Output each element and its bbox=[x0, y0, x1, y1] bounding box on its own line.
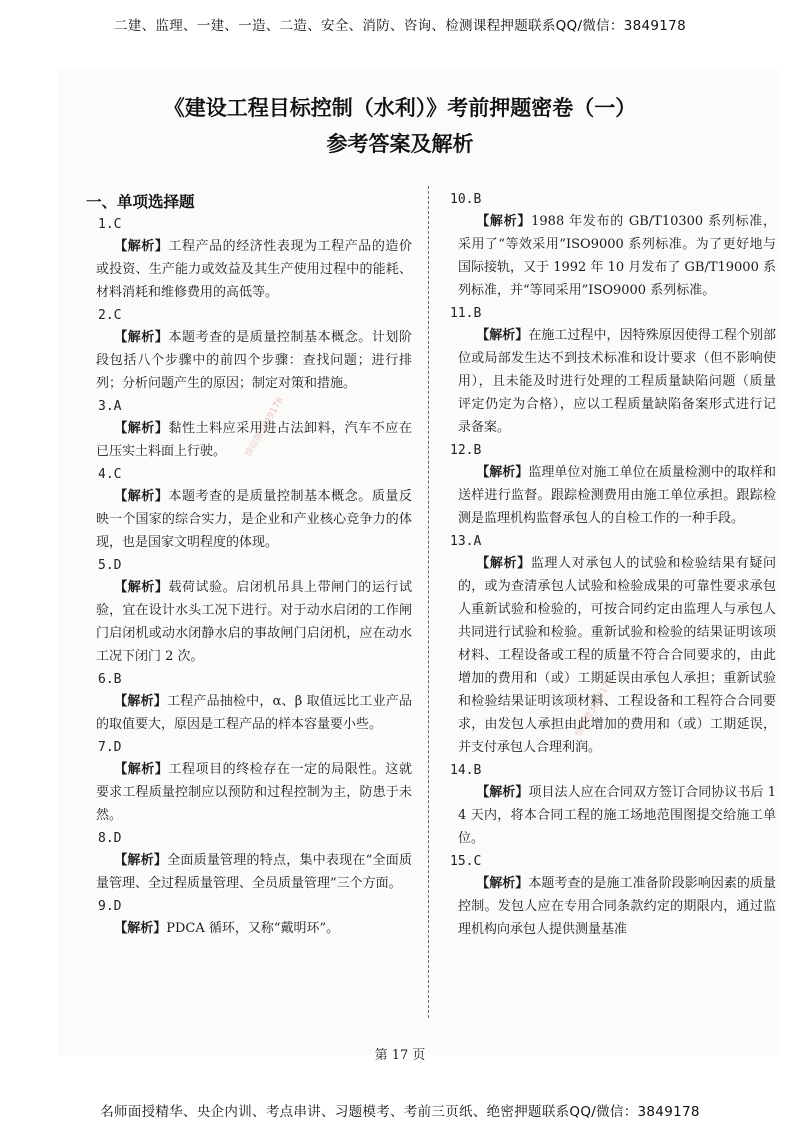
explanation-tag: 【解析】 bbox=[114, 489, 169, 504]
answer-explanation bbox=[450, 324, 776, 439]
explanation-tag: 【解析】 bbox=[476, 785, 529, 800]
explanation-tag: 【解析】 bbox=[114, 853, 168, 868]
page-number: 第 17 页 bbox=[374, 1048, 426, 1063]
answer-explanation bbox=[450, 461, 776, 530]
answer-explanation bbox=[86, 576, 412, 668]
answer-list-left bbox=[86, 215, 412, 940]
answer-explanation bbox=[450, 552, 776, 759]
explanation-tag: 【解析】 bbox=[114, 921, 167, 936]
answer-explanation bbox=[450, 210, 776, 302]
answer-number: 11.B bbox=[450, 306, 482, 321]
explanation-text: 在施工过程中，因特殊原因使得工程个别部位或局部发生达不到技术标准和设计要求（但不影响使用），且未能及时进行处理的工程质量缺陷问题（质量评定仍定为合格），应以工程质量缺陷备案形式进行记录备案。 bbox=[458, 328, 776, 435]
watermark-right: 情信微3849178 bbox=[573, 675, 616, 739]
explanation-text: 项目法人应在合同双方签订合同协议书后 14 天内，将本合同工程的施工场地范围图提交给施工单位。 bbox=[458, 785, 776, 846]
answer-number: 15.C bbox=[450, 854, 482, 869]
section-title: 一、单项选择题 bbox=[86, 193, 195, 211]
explanation-text: 监理人对承包人的试验和检验结果有疑问的，或为查清承包人试验和检验成果的可靠性要求承包人重新试验和检验的，可按合同约定由监理人与承包人共同进行试验和检验。重新试验和检验的结果证明该项材料、工程设备或工程的质量不符合合同要求的，由此增加的费用和（或）工期延误由承包人承担；重新试验和检验结果证明该项材料、工程设备和工程符合合同要求，由发包人承担由此增加的费用和（或）工期延误，并支付承包人合理利润。 bbox=[458, 556, 776, 755]
answer-explanation bbox=[86, 485, 412, 554]
answer-number: 6.B bbox=[98, 672, 122, 687]
answer-number: 3.A bbox=[98, 399, 122, 414]
explanation-text: 工程产品抽检中，α、β 取值远比工业产品的取值要大，原因是工程产品的样本容量要小些。 bbox=[96, 694, 412, 732]
left-column bbox=[86, 190, 412, 942]
explanation-text: PDCA 循环，又称“戴明环”。 bbox=[166, 921, 340, 936]
answer-explanation bbox=[86, 326, 412, 395]
explanation-text: 载荷试验。启闭机吊具上带闸门的运行试验，宜在设计水头工况下进行。对于动水启闭的工作闸门启闭机或动水闭静水启的事故闸门启闭机，应在动水工况下闭门 2 次。 bbox=[96, 580, 412, 664]
explanation-tag: 【解析】 bbox=[114, 694, 167, 709]
answer-number: 5.D bbox=[98, 558, 122, 573]
answer-explanation bbox=[86, 690, 412, 736]
explanation-tag: 【解析】 bbox=[476, 876, 529, 891]
answer-number: 12.B bbox=[450, 443, 482, 458]
answer-number: 13.A bbox=[450, 534, 482, 549]
answer-number: 14.B bbox=[450, 763, 482, 778]
answer-number: 4.C bbox=[98, 467, 122, 482]
answer-number: 10.B bbox=[450, 192, 482, 207]
answer-explanation bbox=[86, 849, 412, 895]
explanation-tag: 【解析】 bbox=[114, 421, 169, 436]
answer-list-right bbox=[450, 190, 776, 941]
answer-number: 7.D bbox=[98, 740, 122, 755]
answer-explanation bbox=[86, 235, 412, 304]
explanation-tag: 【解析】 bbox=[114, 580, 169, 595]
explanation-tag: 【解析】 bbox=[114, 239, 169, 254]
explanation-tag: 【解析】 bbox=[114, 762, 169, 777]
page-title: 《建设工程目标控制（水利）》考前押题密卷（一） bbox=[163, 96, 637, 120]
explanation-tag: 【解析】 bbox=[476, 465, 529, 480]
page-subtitle: 参考答案及解析 bbox=[326, 132, 474, 156]
explanation-text: 1988 年发布的 GB/T10300 系列标准，采用了“等效采用”ISO9000 系列标准。为了更好地与国际接轨，又于 1992 年 10 月发布了 GB/T19000 系列标准，并“等同采用”ISO9000 系列标准。 bbox=[458, 214, 776, 298]
answer-explanation bbox=[450, 872, 776, 941]
answer-number: 2.C bbox=[98, 308, 122, 323]
footer-contact-line: 名师面授精华、央企内训、考点串讲、习题模考、考前三页纸、绝密押题联系QQ/微信：3849178 bbox=[100, 1104, 700, 1120]
explanation-tag: 【解析】 bbox=[476, 328, 529, 343]
watermark-left: 情信微3849178 bbox=[243, 395, 286, 459]
explanation-text: 全面质量管理的特点，集中表现在“全面质量管理、全过程质量管理、全员质量管理”三个方面。 bbox=[96, 853, 412, 891]
explanation-tag: 【解析】 bbox=[476, 214, 532, 229]
explanation-text: 本题考查的是质量控制基本概念。质量反映一个国家的综合实力，是企业和产业核心竞争力的体现，也是国家文明程度的体现。 bbox=[96, 489, 412, 550]
column-divider bbox=[428, 186, 430, 1018]
explanation-text: 本题考查的是质量控制基本概念。计划阶段包括八个步骤中的前四个步骤：查找问题；进行排列；分析问题产生的原因；制定对策和措施。 bbox=[96, 330, 412, 391]
explanation-text: 工程项目的终检存在一定的局限性。这就要求工程质量控制应以预防和过程控制为主，防患于未然。 bbox=[96, 762, 412, 823]
answer-explanation bbox=[86, 417, 412, 463]
explanation-text: 工程产品的经济性表现为工程产品的造价或投资、生产能力或效益及其生产使用过程中的能耗、材料消耗和维修费用的高低等。 bbox=[96, 239, 412, 300]
explanation-text: 本题考查的是施工准备阶段影响因素的质量控制。发包人应在专用合同条款约定的期限内，通过监理机构向承包人提供测量基准 bbox=[458, 876, 776, 937]
answer-number: 8.D bbox=[98, 831, 122, 846]
answer-explanation bbox=[86, 758, 412, 827]
explanation-text: 黏性土料应采用进占法卸料，汽车不应在已压实土料面上行驶。 bbox=[96, 421, 412, 459]
header-contact-line: 二建、监理、一建、一造、二造、安全、消防、咨询、检测课程押题联系QQ/微信：3849178 bbox=[114, 18, 686, 34]
answer-explanation bbox=[86, 917, 412, 940]
explanation-tag: 【解析】 bbox=[476, 556, 531, 571]
answer-number: 1.C bbox=[98, 217, 122, 232]
explanation-tag: 【解析】 bbox=[114, 330, 169, 345]
answer-number: 9.D bbox=[98, 899, 122, 914]
answer-explanation bbox=[450, 781, 776, 850]
explanation-text: 监理单位对施工单位在质量检测中的取样和送样进行监督。跟踪检测费用由施工单位承担。跟踪检测是监理机构监督承包人的自检工作的一种手段。 bbox=[458, 465, 776, 526]
right-column bbox=[450, 190, 776, 943]
